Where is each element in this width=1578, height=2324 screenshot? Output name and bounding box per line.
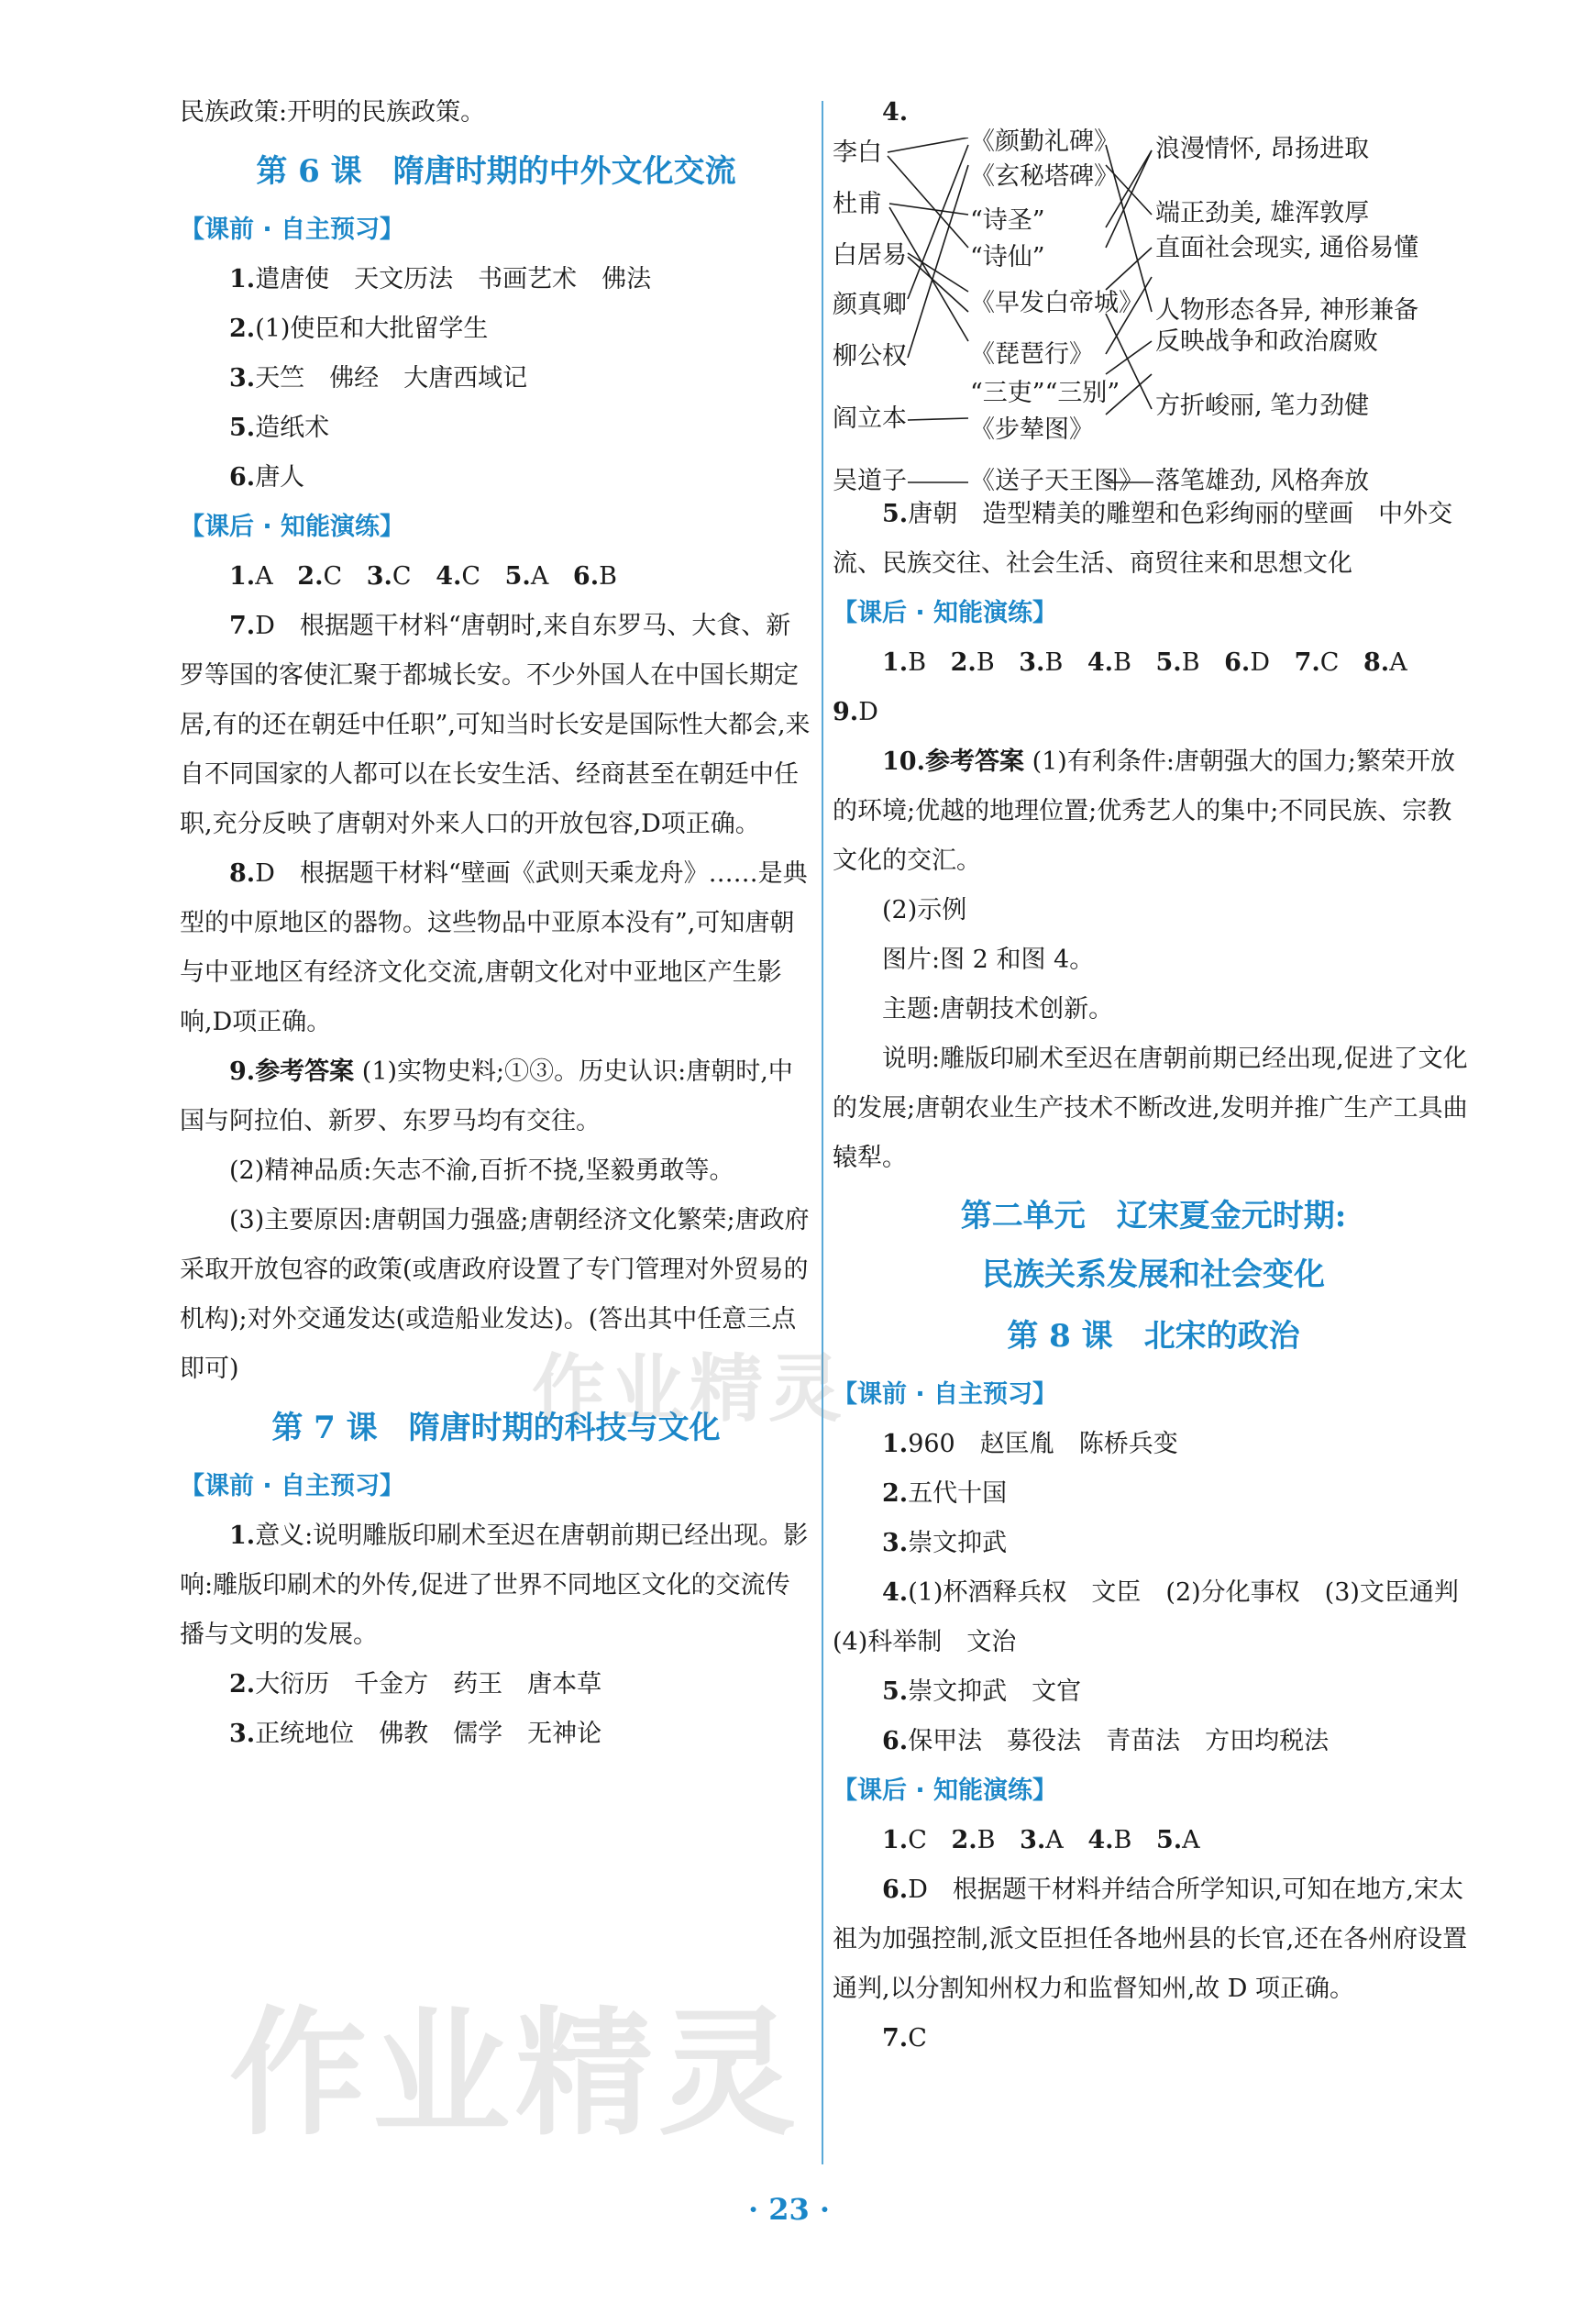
list-item: 2.大衍历 千金方 药王 唐本草 [229, 1670, 602, 1699]
lesson-7-title: 第 7 课 隋唐时期的科技与文化 [271, 1410, 721, 1446]
list-item: 3.正统地位 佛教 儒学 无神论 [229, 1720, 602, 1748]
match-person: 颜真卿 [833, 291, 907, 319]
unit-title-line-1: 第二单元 辽宋夏金元时期: [960, 1198, 1347, 1234]
list-item: 1.意义:说明雕版印刷术至迟在唐朝前期已经出现。影响:雕版印刷术的外传,促进了世界不同地区文化的交流传播与文明的发展。 [180, 1522, 809, 1649]
mc-answers: 1.A 2.C 3.C 4.C 5.A 6.B [229, 562, 617, 591]
match-work: “三吏”“三别” [970, 379, 1120, 407]
watermark: 作业精灵 [532, 1346, 847, 1432]
list-item: 3.天竺 佛经 大唐西域记 [229, 364, 528, 393]
list-item: 1.960 赵匡胤 陈桥兵变 [882, 1430, 1178, 1458]
answer-9-3: (3)主要原因:唐朝国力强盛;唐朝经济文化繁荣;唐政府采取开放包容的政策(或唐政府设置了专门管理对外贸易的机构);对外交通发达(或造船业发达)。(答出其中任意三点即可) [180, 1206, 810, 1383]
mc-answers: 1.C 2.B 3.A 4.B 5.A [882, 1826, 1200, 1854]
lesson-8-title: 第 8 课 北宋的政治 [1007, 1318, 1300, 1355]
lesson-7-pre-label: 【课前 · 自主预习】 [180, 1472, 405, 1500]
match-work: “诗圣” [970, 206, 1045, 235]
match-work: 《早发白帝城》 [970, 289, 1143, 317]
match-work: 《步辇图》 [970, 415, 1094, 444]
question-4-label: 4. [882, 98, 909, 127]
answer-10-4: 主题:唐朝技术创新。 [882, 995, 1114, 1024]
right-column [833, 88, 1484, 2064]
match-person: 李白 [833, 138, 882, 167]
answer-8: 8.D 根据题干材料“壁画《武则天乘龙舟》……是典型的中原地区的器物。这些物品中亚原本没有”,可知唐朝与中亚地区有经济文化交流,唐朝文化对中亚地区产生影响,D项正确。 [180, 859, 808, 1036]
list-item: 5.崇文抑武 文官 [882, 1677, 1082, 1706]
answer-5: 5.唐朝 造型精美的雕塑和色彩绚丽的壁画 中外交流、民族交往、社会生活、商贸往来和思想文化 [833, 500, 1453, 578]
answer-7: 7.D 根据题干材料“唐朝时,来自东罗马、大食、新罗等国的客使汇聚于都城长安。不少外国人在中国长期定居,有的还在朝廷中任职”,可知当时长安是国际性大都会,来自不同国家的人都可以在长安生活、经商甚至在朝廷中任职,充分反映了唐朝对外来人口的开放包容,D项正确。 [180, 612, 811, 838]
answer-10: 10.参考答案 (1)有利条件:唐朝强大的国力;繁荣开放的环境;优越的地理位置;优秀艺人的集中;不同民族、宗教文化的交汇。 [833, 747, 1456, 875]
answer-10-2: (2)示例 [882, 896, 967, 924]
match-work: “诗仙” [970, 243, 1045, 271]
match-person: 白居易 [833, 241, 907, 270]
list-item: 6.保甲法 募役法 青苗法 方田均税法 [882, 1727, 1330, 1755]
answer-9: 9.参考答案 (1)实物史料;①③。历史认识:唐朝时,中国与阿拉伯、新罗、东罗马均有交往。 [180, 1057, 793, 1135]
answer-10-3: 图片:图 2 和图 4。 [882, 946, 1095, 974]
match-person: 吴道子 [833, 467, 907, 495]
match-person: 阎立本 [833, 404, 907, 433]
match-style: 落笔雄劲, 风格奔放 [1155, 467, 1370, 495]
list-item: 1.遣唐使 天文历法 书画艺术 佛法 [229, 265, 652, 293]
match-work: 《送子天王图》 [970, 467, 1143, 495]
list-item: 3.崇文抑武 [882, 1529, 1008, 1557]
mc-answers: 1.B 2.B 3.B 4.B 5.B 6.D 7.C 8.A [882, 648, 1407, 677]
answer-9-2: (2)精神品质:矢志不渝,百折不挠,坚毅勇敢等。 [229, 1156, 734, 1185]
match-style: 反映战争和政治腐败 [1155, 327, 1378, 356]
lesson-7-post-label: 【课后 · 知能演练】 [833, 599, 1058, 627]
watermark-large: 作业精灵 [229, 1995, 802, 2154]
list-item: 6.唐人 [229, 463, 305, 492]
lesson-6-pre-label: 【课前 · 自主预习】 [180, 216, 405, 244]
lesson-6-post-label: 【课后 · 知能演练】 [180, 513, 405, 541]
list-item: 2.(1)使臣和大批留学生 [229, 315, 489, 343]
mc-answer-9: 9.D [833, 698, 878, 726]
list-item: 2.五代十国 [882, 1479, 1008, 1508]
match-work: 《玄秘塔碑》 [970, 162, 1119, 191]
lesson-8-post-label: 【课后 · 知能演练】 [833, 1776, 1058, 1805]
unit-title-line-2: 民族关系发展和社会变化 [982, 1256, 1325, 1293]
match-style: 人物形态各异, 神形兼备 [1155, 296, 1419, 325]
left-column [180, 88, 812, 1759]
list-item: 4.(1)杯酒释兵权 文臣 (2)分化事权 (3)文臣通判 (4)科举制 文治 [833, 1578, 1484, 1656]
match-work: 《琵琶行》 [970, 340, 1094, 369]
match-style: 浪漫情怀, 昂扬进取 [1155, 135, 1370, 163]
match-person: 柳公权 [833, 342, 907, 371]
match-style: 方折峻丽, 笔力劲健 [1155, 392, 1370, 420]
match-person: 杜甫 [833, 190, 882, 218]
match-style: 端正劲美, 雄浑敦厚 [1155, 199, 1370, 227]
list-item: 5.造纸术 [229, 414, 330, 442]
match-style: 直面社会现实, 通俗易懂 [1155, 234, 1419, 262]
answer-7: 7.C [882, 2024, 927, 2053]
lesson-8-pre-label: 【课前 · 自主预习】 [833, 1380, 1058, 1409]
lesson-6-title: 第 6 课 隋唐时期的中外文化交流 [256, 153, 736, 190]
intro-line: 民族政策:开明的民族政策。 [180, 98, 486, 127]
answer-10-5: 说明:雕版印刷术至迟在唐朝前期已经出现,促进了文化的发展;唐朝农业生产技术不断改进,发明并推广生产工具曲辕犁。 [833, 1045, 1468, 1172]
matching-diagram [833, 127, 1474, 495]
column-divider [822, 101, 823, 2164]
page-number: · 23 · [747, 2192, 831, 2227]
match-work: 《颜勤礼碑》 [970, 127, 1119, 156]
answer-6: 6.D 根据题干材料并结合所学知识,可知在地方,宋太祖为加强控制,派文臣担任各地州县的长官,还在各州府设置通判,以分割知州权力和监督知州,故 D 项正确。 [833, 1876, 1468, 2003]
